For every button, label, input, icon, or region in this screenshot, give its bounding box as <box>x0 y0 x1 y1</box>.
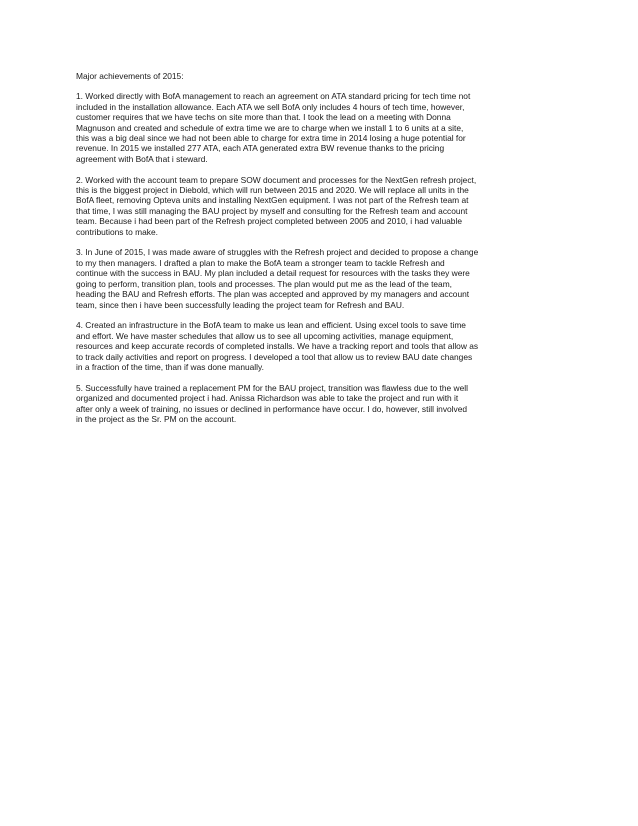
paragraph-line: contributions to make. <box>76 226 158 237</box>
paragraph-1 <box>76 91 568 164</box>
paragraph-line: 3. In June of 2015, I was made aware of struggles with the Refresh project and decided to propose a change <box>76 247 479 258</box>
paragraph-line: that time, I was still managing the BAU project by myself and consulting for the Refresh team and account <box>76 205 468 216</box>
paragraph-line: organized and documented project i had. Anissa Richardson was able to take the project and run with it <box>76 393 459 404</box>
paragraph-line: and effort. We have master schedules that allow us to see all upcoming activities, manage equipment, <box>76 330 454 341</box>
paragraph-line: revenue. In 2015 we installed 277 ATA, each ATA generated extra BW revenue thanks to the pricing <box>76 143 445 154</box>
paragraph-line: agreement with BofA that i steward. <box>76 153 208 164</box>
paragraph-line: in the project as the Sr. PM on the account. <box>76 413 237 424</box>
paragraph-line: to my then managers. I drafted a plan to make the BofA team a stronger team to tackle Refresh and <box>76 257 445 268</box>
document-body <box>76 71 568 435</box>
paragraph-line: team. Because i had been part of the Refresh project completed between 2005 and 2010, i had valuable <box>76 216 462 227</box>
paragraph-line: after only a week of training, no issues or declined in performance have occur. I do, however, still involved <box>76 403 468 414</box>
paragraph-line: 2. Worked with the account team to prepare SOW document and processes for the NextGen refresh project, <box>76 174 477 185</box>
paragraph-line: resources and keep accurate records of completed installs. We have a tracking report and tools that allow as <box>76 341 479 352</box>
paragraph-line: Magnuson and created and schedule of extra time we are to charge when we install 1 to 6 units at a site, <box>76 122 464 133</box>
paragraph-line: continue with the success in BAU. My plan included a detail request for resources with the tasks they were <box>76 268 470 279</box>
paragraph-line: customer requires that we have techs on site more than that. I took the lead on a meeting with Donna <box>76 112 451 123</box>
paragraph-line: to track daily activities and report on progress. I developed a tool that allow us to review BAU date changes <box>76 351 473 362</box>
paragraph-line: BofA fleet, removing Opteva units and installing NextGen equipment. I was not part of the Refresh team at <box>76 195 469 206</box>
paragraph-list <box>76 91 568 424</box>
document-heading: Major achievements of 2015: <box>76 71 184 81</box>
paragraph-line: this was a big deal since we had not been able to charge for extra time in 2014 losing a huge potential for <box>76 133 466 144</box>
paragraph-3 <box>76 247 568 309</box>
paragraph-5 <box>76 383 568 425</box>
paragraph-2 <box>76 175 568 237</box>
paragraph-line: 5. Successfully have trained a replacement PM for the BAU project, transition was flawless due to the well <box>76 382 468 393</box>
paragraph-line: heading the BAU and Refresh efforts. The plan was accepted and approved by my managers and account <box>76 289 470 300</box>
paragraph-line: 1. Worked directly with BofA management to reach an agreement on ATA standard pricing for tech time not <box>76 91 471 102</box>
paragraph-line: this is the biggest project in Diebold, which will run between 2015 and 2020. We will replace all units in the <box>76 185 469 196</box>
paragraph-line: included in the installation allowance. Each ATA we sell BofA only includes 4 hours of tech time, however, <box>76 101 465 112</box>
paragraph-line: 4. Created an infrastructure in the BofA team to make us lean and efficient. Using excel tools to save time <box>76 320 466 331</box>
paragraph-4 <box>76 320 568 372</box>
paragraph-line: team, since then i have been successfully leading the project team for Refresh and BAU. <box>76 299 405 310</box>
paragraph-line: going to perform, transition plan, tools and processes. The plan would put me as the lead of the team, <box>76 278 453 289</box>
paragraph-line: in a fraction of the time, than if was done manually. <box>76 361 264 372</box>
